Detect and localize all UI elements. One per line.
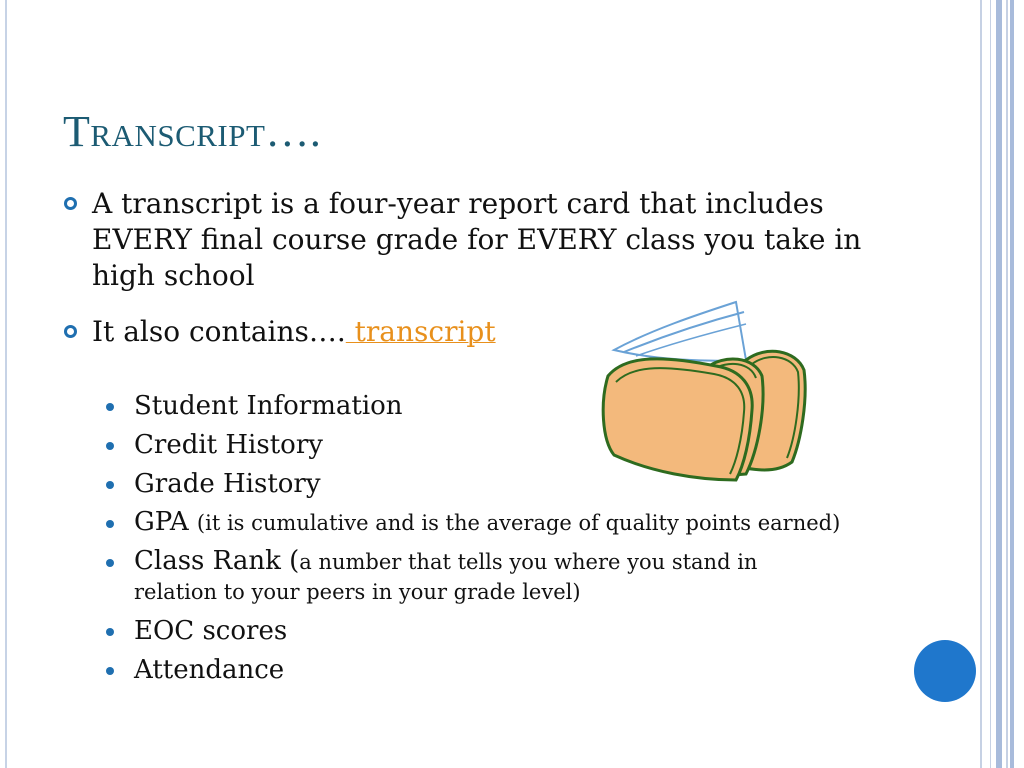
right-border-decoration [976, 0, 1024, 768]
sub-bullet-item [104, 655, 844, 685]
sub-bullet-detail: (it is cumulative and is the average of quality points earned) [196, 511, 841, 535]
decorative-circle [914, 640, 976, 702]
sub-bullet-main: EOC scores [134, 616, 288, 646]
sub-bullet-item [104, 508, 844, 538]
bullet-text: A transcript is a four-year report card that includes EVERY final course grade for EVERY class you take in high school [92, 187, 862, 292]
sub-bullet-main: Student Information [134, 391, 403, 421]
dot-bullet-icon [106, 442, 114, 450]
folder-with-papers-icon [596, 290, 816, 490]
sub-bullet-detail: a number that tells you where you stand in relation to your peers in your grade level) [134, 550, 758, 604]
sub-bullet-main: Grade History [134, 469, 321, 499]
dot-bullet-icon [106, 481, 114, 489]
dot-bullet-icon [106, 403, 114, 411]
left-border-decoration [0, 0, 10, 768]
slide-title: Transcript…. [63, 107, 322, 156]
dot-bullet-icon [106, 559, 114, 567]
sub-bullet-main: Class Rank ( [134, 546, 300, 576]
dot-bullet-icon [106, 520, 114, 528]
sub-bullet-main: GPA [134, 507, 197, 537]
bullet-item [64, 186, 864, 294]
sub-bullet-item [104, 616, 844, 646]
ring-bullet-icon [64, 197, 77, 210]
sub-bullet-main: Credit History [134, 430, 323, 460]
bullet-text: It also contains…. [92, 315, 346, 348]
sub-bullet-item [104, 547, 844, 607]
transcript-link[interactable]: transcript [345, 315, 496, 348]
dot-bullet-icon [106, 667, 114, 675]
sub-bullet-main: Attendance [134, 655, 285, 685]
ring-bullet-icon [64, 325, 77, 338]
dot-bullet-icon [106, 628, 114, 636]
